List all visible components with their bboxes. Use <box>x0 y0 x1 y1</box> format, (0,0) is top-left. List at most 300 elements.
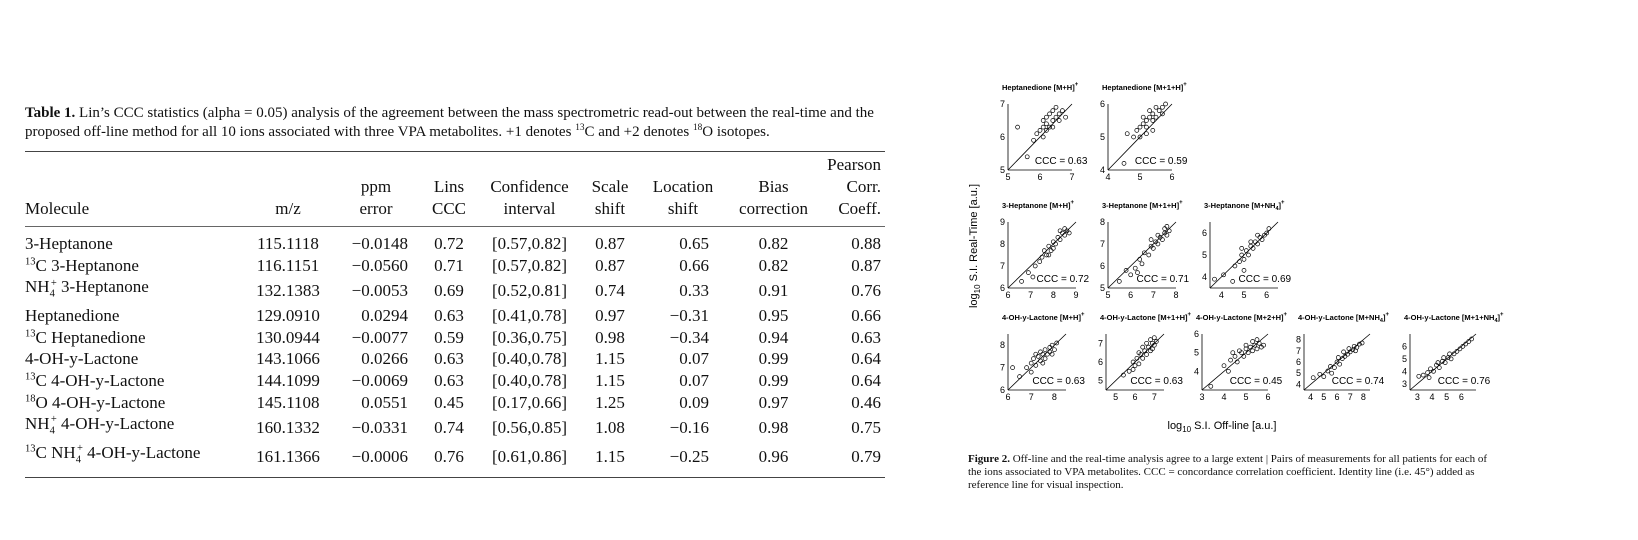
y-tick-label: 5 <box>1295 368 1301 379</box>
cell-lins-ccc: 0.72 <box>434 234 464 253</box>
data-point <box>1145 353 1149 357</box>
x-tick-label: 6 <box>1169 172 1175 182</box>
cell-location-shift: −0.31 <box>669 306 709 326</box>
y-tick-label: 3 <box>1401 378 1407 389</box>
y-tick-label: 8 <box>1295 334 1301 345</box>
table-row <box>25 327 885 349</box>
cell-pearson: 0.75 <box>851 417 881 437</box>
x-tick-label: 6 <box>1037 172 1043 182</box>
data-point <box>1125 132 1129 136</box>
data-point <box>1038 260 1042 264</box>
y-tick-label: 5 <box>1099 132 1105 142</box>
x-tick-label: 4 <box>1429 392 1435 402</box>
data-point <box>1154 115 1158 119</box>
cell-lins-ccc: 0.63 <box>434 349 464 369</box>
table-row <box>25 276 885 305</box>
cell-pearson: 0.46 <box>851 392 881 412</box>
data-point <box>1047 244 1051 248</box>
cell-mz: 144.1099 <box>256 370 320 390</box>
data-point <box>1157 109 1161 113</box>
table-row <box>25 305 885 327</box>
data-point <box>1247 253 1251 257</box>
cell-confidence-interval: [0.57,0.82] <box>491 234 568 253</box>
table-1 <box>25 104 885 478</box>
data-point <box>1426 371 1430 375</box>
x-tick-label: 5 <box>1241 290 1247 300</box>
data-point <box>1029 361 1033 365</box>
x-tick-label: 6 <box>1458 392 1464 402</box>
cell-scale-shift: 1.15 <box>595 446 625 466</box>
data-point <box>1164 102 1168 106</box>
data-point <box>1051 119 1055 123</box>
header-mz: m/z <box>275 199 301 218</box>
data-point <box>1048 112 1052 116</box>
cell-location-shift: −0.34 <box>669 327 709 347</box>
header-confidence-interval: Confidence interval <box>490 177 569 218</box>
cell-confidence-interval: [0.36,0.75] <box>491 327 568 347</box>
caption-text-3: O isotopes. <box>702 124 770 140</box>
header-bias-correction: Bias correction <box>739 177 808 218</box>
data-point <box>1233 354 1237 358</box>
cell-lins-ccc: 0.74 <box>434 417 464 437</box>
caption-text-1: Lin’s CCC statistics (alpha = 0.05) analysis of the agreement between the mass spectrometric read-out between the real-time and the proposed off-line method for all 10 ions associated with three VPA metabolites. +1 denotes <box>25 105 874 140</box>
ccc-annotation: CCC = 0.45 <box>1229 376 1283 387</box>
ccc-annotation: CCC = 0.63 <box>1034 156 1088 167</box>
data-point <box>1039 350 1043 354</box>
data-point <box>1044 115 1048 119</box>
cell-molecule: 4-OH-y-Lactone <box>25 349 139 369</box>
data-point <box>1038 128 1042 132</box>
x-tick-label: 7 <box>1151 392 1157 402</box>
y-tick-label: 7 <box>1099 239 1105 249</box>
table-row <box>25 348 885 370</box>
cell-scale-shift: 0.98 <box>595 327 625 347</box>
y-tick-label: 5 <box>1401 353 1407 364</box>
cell-molecule: Heptanedione <box>25 306 120 326</box>
data-point <box>1233 264 1237 268</box>
y-tick-label: 5 <box>1201 250 1207 260</box>
data-point <box>1147 253 1151 257</box>
data-point <box>1160 105 1164 109</box>
figure-caption <box>968 453 1498 492</box>
data-point <box>1025 366 1029 370</box>
cell-confidence-interval: [0.41,0.78] <box>491 306 568 326</box>
table-row <box>25 392 885 414</box>
y-tick-label: 8 <box>1099 217 1105 227</box>
data-point <box>1160 238 1164 242</box>
header-ppm-error: ppm error <box>359 177 393 218</box>
cell-lins-ccc: 0.76 <box>434 446 464 466</box>
y-tick-label: 6 <box>1201 228 1207 238</box>
data-point <box>1043 357 1047 361</box>
cell-ppm-error: 0.0551 <box>361 392 408 412</box>
ccc-annotation: CCC = 0.71 <box>1136 274 1190 285</box>
x-tick-label: 4 <box>1105 172 1111 182</box>
data-point <box>1067 231 1071 235</box>
cell-scale-shift: 0.87 <box>595 234 625 253</box>
data-point <box>1018 375 1022 379</box>
cell-ppm-error: −0.0077 <box>351 327 408 347</box>
cell-scale-shift: 0.97 <box>595 306 625 326</box>
x-tick-label: 5 <box>1321 392 1327 402</box>
data-point <box>1148 115 1152 119</box>
x-tick-label: 7 <box>1069 172 1075 182</box>
cell-pearson: 0.66 <box>851 306 881 326</box>
cell-ppm-error: −0.0006 <box>351 446 408 466</box>
data-point <box>1058 229 1062 233</box>
cell-mz: 132.1383 <box>256 280 320 300</box>
y-tick-label: 6 <box>999 385 1005 395</box>
data-point <box>1036 354 1040 358</box>
ccc-statistics-table <box>25 152 885 477</box>
data-point <box>1035 132 1039 136</box>
caption-text-2: C and +2 denotes <box>584 124 693 140</box>
data-point <box>1041 125 1045 129</box>
data-point <box>1238 260 1242 264</box>
table-bottom-rule <box>25 477 885 478</box>
data-point <box>1040 255 1044 259</box>
data-point <box>1141 356 1145 360</box>
cell-bias-correction: 0.97 <box>758 392 789 412</box>
data-point <box>1133 364 1137 368</box>
cell-pearson: 0.63 <box>851 327 881 347</box>
data-point <box>1336 356 1340 360</box>
data-point <box>1213 277 1217 281</box>
cell-confidence-interval: [0.61,0.86] <box>491 446 568 466</box>
scatter-plot-grid <box>960 76 1520 436</box>
table-row <box>25 413 885 442</box>
data-point <box>1330 371 1334 375</box>
y-tick-label: 6 <box>1097 357 1103 367</box>
data-point <box>1231 279 1235 283</box>
scatter-panel <box>1402 312 1504 402</box>
cell-ppm-error: 0.0294 <box>361 306 408 326</box>
x-tick-label: 7 <box>1028 392 1034 402</box>
data-point <box>1031 275 1035 279</box>
data-point <box>1442 356 1446 360</box>
data-point <box>1421 373 1425 377</box>
data-point <box>1029 370 1033 374</box>
data-point <box>1226 369 1230 373</box>
data-point <box>1256 242 1260 246</box>
data-point <box>1251 349 1255 353</box>
data-point <box>1048 350 1052 354</box>
y-tick-label: 7 <box>999 362 1005 373</box>
caption-sup-13: 13 <box>575 123 585 133</box>
panel-title: 3-Heptanone [M+H]+ <box>1002 200 1075 210</box>
data-point <box>1242 257 1246 261</box>
cell-bias-correction: 0.91 <box>758 280 789 300</box>
y-tick-label: 5 <box>1097 375 1103 386</box>
cell-location-shift: 0.09 <box>679 392 709 412</box>
y-tick-label: 6 <box>1295 357 1301 367</box>
data-point <box>1127 369 1131 373</box>
figure-2 <box>960 76 1520 496</box>
x-tick-label: 3 <box>1414 392 1420 402</box>
y-tick-label: 7 <box>999 261 1005 271</box>
cell-location-shift: 0.33 <box>679 280 709 300</box>
cell-scale-shift: 0.87 <box>595 255 625 275</box>
cell-molecule: $NH_4^+$ 3-Heptanone <box>25 277 149 300</box>
y-tick-label: 4 <box>1201 272 1207 282</box>
data-point <box>1167 229 1171 233</box>
cell-mz: 115.1118 <box>257 234 319 253</box>
y-tick-label: 4 <box>1295 379 1301 390</box>
scatter-panel <box>1000 312 1085 402</box>
data-point <box>1060 109 1064 113</box>
y-tick-label: 5 <box>1193 347 1199 358</box>
cell-pearson: 0.88 <box>851 234 881 253</box>
x-tick-label: 6 <box>1334 392 1340 402</box>
cell-molecule: 3-Heptanone <box>25 234 113 253</box>
y-tick-label: 5 <box>999 165 1005 175</box>
y-axis-title: $\log_{10} S.I$. Real-Time [a.u.] <box>968 183 982 309</box>
data-point <box>1332 366 1336 370</box>
scatter-panel <box>1000 200 1090 300</box>
panel-title: 3-Heptanone [M+1+H]+ <box>1102 200 1183 210</box>
data-point <box>1033 264 1037 268</box>
data-point <box>1154 105 1158 109</box>
header-pearson: Pearson Corr. Coeff. <box>827 155 881 218</box>
figure-caption-text: Off-line and the real-time analysis agree to a large extent | Pairs of measurements for all patients for each of the ions associated to VPA metabolites. CCC = concordance correlation coefficient. Identity line (i.e. 45°) added as reference line for visual inspection. <box>968 453 1488 491</box>
x-tick-label: 9 <box>1073 290 1079 300</box>
cell-confidence-interval: [0.57,0.82] <box>491 255 568 275</box>
cell-ppm-error: −0.0560 <box>351 255 408 275</box>
cell-location-shift: 0.07 <box>679 349 709 369</box>
data-point <box>1267 227 1271 231</box>
data-point <box>1311 376 1315 380</box>
data-point <box>1054 115 1058 119</box>
cell-bias-correction: 0.82 <box>758 255 789 275</box>
data-point <box>1050 352 1054 356</box>
x-axis-title: $\log_{10} S.I$. Off-line [a.u.] <box>1167 420 1277 434</box>
panel-title: 4-OH-y-Lactone [M+2+H]+ <box>1196 312 1288 322</box>
scatter-panel <box>1098 312 1192 402</box>
data-point <box>1041 135 1045 139</box>
data-point <box>1045 352 1049 356</box>
cell-lins-ccc: 0.69 <box>434 280 464 300</box>
data-point <box>1144 132 1148 136</box>
cell-bias-correction: 0.94 <box>758 327 789 347</box>
cell-scale-shift: 1.25 <box>595 392 625 412</box>
y-tick-label: 7 <box>1097 338 1103 349</box>
table-row <box>25 442 885 477</box>
ccc-annotation: CCC = 0.74 <box>1331 376 1385 387</box>
cell-pearson: 0.64 <box>851 370 881 390</box>
data-point <box>1016 125 1020 129</box>
table-caption <box>25 104 885 142</box>
data-point <box>1034 352 1038 356</box>
data-point <box>1151 112 1155 116</box>
data-point <box>1222 364 1226 368</box>
x-tick-label: 5 <box>1113 392 1119 402</box>
x-tick-label: 8 <box>1051 392 1057 402</box>
data-point <box>1156 242 1160 246</box>
figure-label: Figure 2. <box>968 453 1010 465</box>
y-tick-label: 6 <box>999 132 1005 142</box>
cell-lins-ccc: 0.63 <box>434 370 464 390</box>
data-point <box>1209 384 1213 388</box>
cell-pearson: 0.87 <box>851 255 881 275</box>
cell-mz: 129.0910 <box>256 306 320 326</box>
y-tick-label: 6 <box>1099 99 1105 109</box>
table-row <box>25 370 885 392</box>
data-point <box>1020 279 1024 283</box>
data-point <box>1063 233 1067 237</box>
cell-ppm-error: 0.0266 <box>361 349 408 369</box>
cell-location-shift: −0.25 <box>669 446 709 466</box>
cell-lins-ccc: 0.71 <box>434 255 464 275</box>
table-row <box>25 227 885 255</box>
cell-scale-shift: 1.08 <box>595 417 625 437</box>
cell-mz: 145.1108 <box>256 392 320 412</box>
data-point <box>1054 105 1058 109</box>
data-point <box>1042 249 1046 253</box>
x-tick-label: 6 <box>1132 392 1138 402</box>
data-point <box>1141 122 1145 126</box>
table-row <box>25 255 885 277</box>
x-tick-label: 6 <box>1005 392 1011 402</box>
panel-title: Heptanedione [M+H]+ <box>1002 82 1079 92</box>
data-point <box>1318 372 1322 376</box>
data-point <box>1240 246 1244 250</box>
data-point <box>1145 341 1149 345</box>
table-body <box>25 227 885 477</box>
data-point <box>1144 125 1148 129</box>
data-point <box>1240 253 1244 257</box>
x-tick-label: 6 <box>1005 290 1011 300</box>
data-point <box>1149 338 1153 342</box>
data-point <box>1034 363 1038 367</box>
data-point <box>1131 368 1135 372</box>
cell-scale-shift: 1.15 <box>595 370 625 390</box>
data-point <box>1041 361 1045 365</box>
x-tick-label: 7 <box>1347 392 1353 402</box>
cell-pearson: 0.64 <box>851 349 881 369</box>
data-point <box>1144 119 1148 123</box>
data-point <box>1032 357 1036 361</box>
cell-confidence-interval: [0.52,0.81] <box>491 280 568 300</box>
data-point <box>1417 374 1421 378</box>
cell-location-shift: 0.66 <box>679 255 709 275</box>
cell-ppm-error: −0.0331 <box>351 417 408 437</box>
cell-bias-correction: 0.82 <box>758 234 789 253</box>
ccc-annotation: CCC = 0.59 <box>1134 156 1188 167</box>
scatter-panel <box>1296 312 1389 402</box>
data-point <box>1051 109 1055 113</box>
y-tick-label: 8 <box>999 340 1005 351</box>
data-point <box>1026 271 1030 275</box>
data-point <box>1041 352 1045 356</box>
cell-scale-shift: 1.15 <box>595 349 625 369</box>
data-point <box>1050 343 1054 347</box>
data-point <box>1437 366 1441 370</box>
ccc-annotation: CCC = 0.63 <box>1130 376 1183 387</box>
cell-bias-correction: 0.96 <box>758 446 789 466</box>
data-point <box>1256 233 1260 237</box>
x-tick-label: 7 <box>1150 290 1156 300</box>
y-tick-label: 6 <box>1401 341 1407 352</box>
data-point <box>1151 128 1155 132</box>
data-point <box>1064 115 1068 119</box>
data-point <box>1338 362 1342 366</box>
data-point <box>1138 257 1142 261</box>
data-point <box>1141 115 1145 119</box>
data-point <box>1253 240 1257 244</box>
cell-mz: 160.1332 <box>256 417 320 437</box>
data-point <box>1229 358 1233 362</box>
cell-pearson: 0.79 <box>851 446 881 466</box>
panel-title: 3-Heptanone $[M+NH_4]^+$ <box>1204 200 1285 212</box>
data-point <box>1025 155 1029 159</box>
cell-location-shift: −0.16 <box>669 417 709 437</box>
data-point <box>1122 161 1126 165</box>
data-point <box>1140 262 1144 266</box>
data-point <box>1255 347 1259 351</box>
data-point <box>1041 119 1045 123</box>
data-point <box>1249 244 1253 248</box>
cell-mz: 143.1066 <box>256 349 320 369</box>
cell-lins-ccc: 0.59 <box>434 327 464 347</box>
data-point <box>1138 125 1142 129</box>
data-point <box>1133 266 1137 270</box>
x-tick-label: 5 <box>1105 290 1111 300</box>
panel-title: 4-OH-y-Lactone [M+H]+ <box>1002 312 1085 322</box>
cell-location-shift: 0.65 <box>679 234 709 253</box>
data-point <box>1249 240 1253 244</box>
cell-ppm-error: −0.0148 <box>351 234 408 253</box>
ccc-annotation: CCC = 0.72 <box>1036 274 1090 285</box>
data-point <box>1342 350 1346 354</box>
data-point <box>1011 366 1015 370</box>
x-tick-label: 8 <box>1050 290 1056 300</box>
x-tick-label: 8 <box>1360 392 1366 402</box>
cell-ppm-error: −0.0053 <box>351 280 408 300</box>
data-point <box>1051 240 1055 244</box>
data-point <box>1117 279 1121 283</box>
cell-scale-shift: 0.74 <box>595 280 625 300</box>
cell-confidence-interval: [0.56,0.85] <box>491 417 568 437</box>
data-point <box>1057 112 1061 116</box>
data-point <box>1242 268 1246 272</box>
y-tick-label: 6 <box>1099 261 1105 271</box>
x-tick-label: 6 <box>1128 290 1134 300</box>
x-tick-label: 5 <box>1243 392 1249 402</box>
y-tick-label: 8 <box>999 239 1005 249</box>
y-tick-label: 4 <box>1193 366 1199 377</box>
cell-location-shift: 0.07 <box>679 370 709 390</box>
cell-bias-correction: 0.98 <box>758 417 789 437</box>
y-tick-label: 4 <box>1099 165 1105 175</box>
cell-bias-correction: 0.95 <box>758 306 789 326</box>
data-point <box>1132 135 1136 139</box>
data-point <box>1244 249 1248 253</box>
scatter-panel <box>1194 312 1288 402</box>
data-point <box>1039 359 1043 363</box>
x-tick-label: 6 <box>1264 290 1270 300</box>
x-tick-label: 5 <box>1444 392 1450 402</box>
ccc-annotation: CCC = 0.76 <box>1437 376 1491 387</box>
cell-molecule: $NH_4^+$ 4-OH-y-Lactone <box>25 414 175 437</box>
cell-pearson: 0.76 <box>851 280 881 300</box>
panel-title: 4-OH-y-Lactone [M+1+H]+ <box>1100 312 1192 322</box>
x-tick-label: 4 <box>1218 290 1224 300</box>
data-point <box>1148 109 1152 113</box>
y-tick-label: 7 <box>1295 345 1301 356</box>
x-tick-label: 6 <box>1265 392 1271 402</box>
y-tick-label: 7 <box>999 99 1005 109</box>
data-point <box>1060 231 1064 235</box>
